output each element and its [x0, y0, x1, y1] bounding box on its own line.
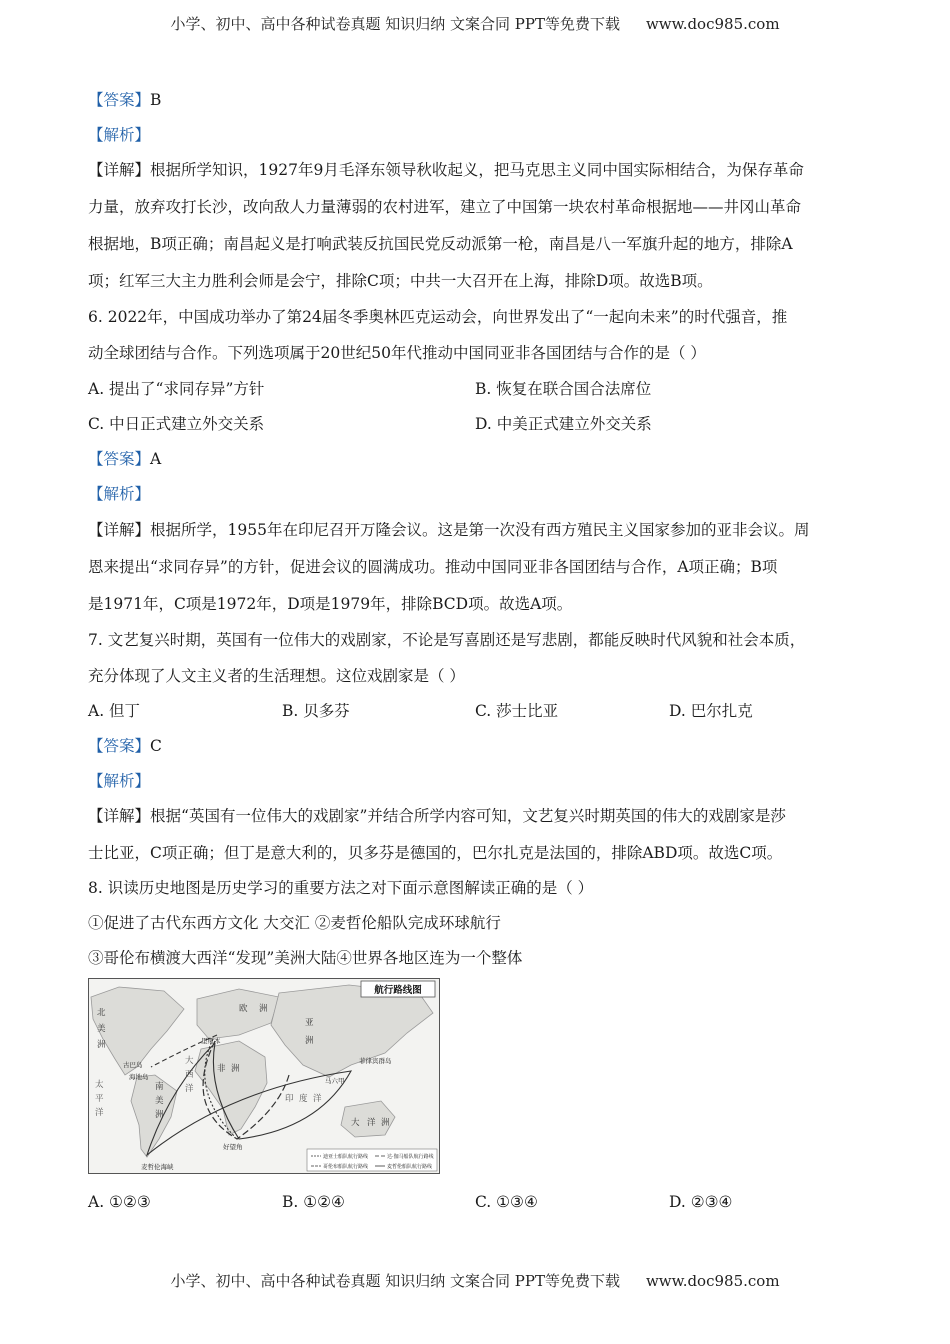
q7-analysis-tag: 【解析】	[88, 772, 151, 790]
q7-option-b: B. 贝多芬	[282, 702, 350, 720]
continent-label-10: 南	[155, 1082, 164, 1092]
q7-option-a: A. 但丁	[88, 702, 141, 720]
answer-tag: 【答案】	[88, 91, 151, 109]
q8-stem-line: ③哥伦布横渡大西洋“发现”美洲大陆④世界各地区连为一个整体	[88, 949, 523, 967]
continent-label-4: 欧	[239, 1004, 248, 1014]
ocean-label-5: 平	[95, 1094, 104, 1104]
q8-option-a: A. ①②③	[88, 1193, 151, 1211]
continent-label-2: 美	[97, 1024, 106, 1034]
place-label-malacca: 马六甲	[325, 1077, 345, 1085]
q6-answer-value: A	[150, 450, 162, 468]
q8-stem-line: ①促进了古代东西方文化 大交汇 ②麦哲伦船队完成环球航行	[88, 914, 501, 932]
q8-stem-line: 8. 识读历史地图是历史学习的重要方法之对下面示意图解读正确的是（ ）	[88, 879, 594, 897]
q8-option-c: C. ①③④	[475, 1193, 538, 1211]
q6-detail-line: 是1971年，C项是1972年，D项是1979年，排除BCD项。故选A项。	[88, 595, 573, 613]
header-text: 小学、初中、高中各种试卷真题 知识归纳 文案合同 PPT等免费下载	[170, 15, 620, 33]
q6-option-b: B. 恢复在联合国合法席位	[475, 380, 652, 398]
place-label-cuba: 古巴岛	[123, 1061, 143, 1069]
q5-answer-value: B	[150, 91, 162, 109]
q5-detail-line: 力量，放弃攻打长沙，改向敌人力量薄弱的农村进军，建立了中国第一块农村革命根据地——井冈山革命	[88, 198, 802, 216]
q6-detail-line: 【详解】根据所学，1955年在印尼召开万隆会议。这是第一次没有西方殖民主义国家参加的亚非会议。周	[88, 521, 810, 539]
continent-label-12: 洲	[155, 1110, 164, 1120]
q7-detail-line: 士比亚，C项正确；但丁是意大利的，贝多芬是德国的，巴尔扎克是法国的，排除ABD项。故选C项。	[88, 844, 783, 862]
legend-columbus: 哥伦布船队航行路线	[323, 1164, 369, 1170]
continent-label-13: 大	[351, 1118, 360, 1128]
q5-analysis-tag: 【解析】	[88, 126, 151, 144]
ocean-label-6: 洋	[95, 1108, 104, 1118]
continent-label-9: 洲	[231, 1064, 240, 1074]
continent-label-15: 洲	[381, 1118, 390, 1128]
q7-answer-value: C	[150, 737, 162, 755]
q5-answer	[88, 90, 161, 110]
place-label-lisbon: 里斯本	[201, 1037, 221, 1045]
ocean-label-2: 西	[185, 1070, 194, 1080]
q6-option-c: C. 中日正式建立外交关系	[88, 415, 265, 433]
q7-option-c: C. 莎士比亚	[475, 702, 559, 720]
place-label-philippines: 菲律宾群岛	[359, 1057, 392, 1065]
q6-analysis-tag: 【解析】	[88, 485, 151, 503]
q6-stem-line: 动全球团结与合作。下列选项属于20世纪50年代推动中国同亚非各国团结与合作的是（ ）	[88, 344, 706, 362]
place-label-hispaniola: 海地岛	[129, 1073, 149, 1081]
q8-option-d: D. ②③④	[669, 1193, 733, 1211]
q7-answer: 【答案】C	[88, 737, 162, 755]
continent-label-3: 洲	[97, 1040, 106, 1050]
q5-detail-line: 根据地，B项正确；南昌起义是打响武装反抗国民党反动派第一枪，南昌是八一军旗升起的地方，排除A	[88, 235, 793, 253]
q6-option-a: A. 提出了“求同存异”方针	[88, 380, 265, 398]
q7-stem-line: 充分体现了人文主义者的生活理想。这位戏剧家是（ ）	[88, 667, 465, 685]
ocean-label-8: 度	[299, 1094, 308, 1104]
q5-detail-line: 项；红军三大主力胜利会师是会宁，排除C项；中共一大召开在上海，排除D项。故选B项。	[88, 272, 713, 290]
continent-label-6: 亚	[305, 1018, 314, 1028]
ocean-label-4: 太	[95, 1080, 104, 1090]
page-footer	[0, 1270, 950, 1291]
map-title: 航行路线图	[374, 985, 422, 996]
q5-detail-line: 【详解】根据所学知识，1927年9月毛泽东领导秋收起义，把马克思主义同中国实际相结合，为保存革命	[88, 161, 804, 179]
page-header	[0, 13, 950, 34]
continent-label-8: 非	[217, 1064, 226, 1074]
place-label-magellan-strait: 麦哲伦海峡	[141, 1163, 174, 1171]
continent-label-11: 美	[155, 1096, 164, 1106]
legend-da-gama: 达·伽马船队航行路线	[387, 1154, 434, 1160]
q7-option-d: D. 巴尔扎克	[669, 702, 753, 720]
detail-tag: 【详解】	[88, 521, 151, 539]
q7-stem-line: 7. 文艺复兴时期，英国有一位伟大的戏剧家，不论是写喜剧还是写悲剧，都能反映时代风貌和社会本质，	[88, 631, 806, 649]
continent-label-1: 北	[97, 1008, 106, 1018]
detail-tag: 【详解】	[88, 807, 151, 825]
legend-dias: 迪亚士船队航行路线	[323, 1154, 369, 1160]
ocean-label-9: 洋	[313, 1094, 322, 1104]
place-label-cape: 好望角	[223, 1143, 243, 1151]
detail-tag: 【详解】	[88, 161, 151, 179]
ocean-label-1: 大	[185, 1056, 194, 1066]
q6-detail-line: 恩来提出“求同存异”的方针，促进会议的圆满成功。推动中国同亚非各国团结与合作，A项正确；B项	[88, 558, 778, 576]
header-site: www.doc985.com	[645, 15, 780, 33]
q6-option-d: D. 中美正式建立外交关系	[475, 415, 652, 433]
footer-text: 小学、初中、高中各种试卷真题 知识归纳 文案合同 PPT等免费下载	[170, 1272, 620, 1290]
continent-label-5: 洲	[259, 1004, 268, 1014]
footer-site: www.doc985.com	[645, 1272, 780, 1290]
legend-magellan: 麦哲伦船队航行路线	[387, 1164, 433, 1170]
q6-answer: 【答案】A	[88, 450, 162, 468]
q6-stem-line: 6. 2022年，中国成功举办了第24届冬季奥林匹克运动会，向世界发出了“一起向未来”的时代强音，推	[88, 308, 788, 326]
continent-label-7: 洲	[305, 1036, 314, 1046]
q7-detail-line: 【详解】根据“英国有一位伟大的戏剧家”并结合所学内容可知，文艺复兴时期英国的伟大的戏剧家是莎	[88, 807, 786, 825]
voyage-route-map	[88, 978, 440, 1174]
ocean-label-7: 印	[285, 1094, 294, 1104]
continent-label-14: 洋	[367, 1118, 376, 1128]
ocean-label-3: 洋	[185, 1084, 194, 1094]
q8-option-b: B. ①②④	[282, 1193, 345, 1211]
